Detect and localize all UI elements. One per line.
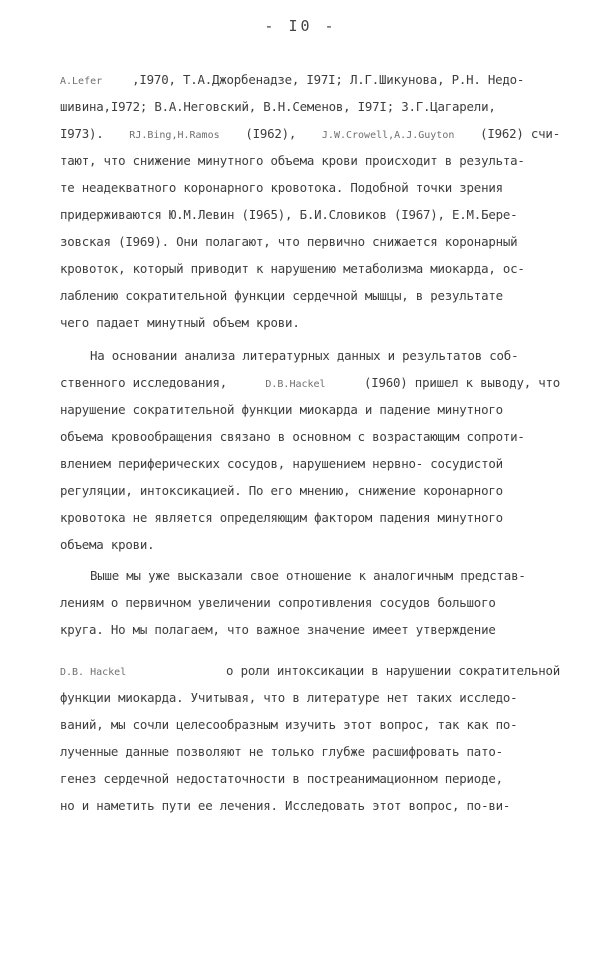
text-line: ственного исследования, D.B.Hackel (I960) пришел к выводу, что <box>60 369 560 396</box>
text-line: зовская (I969). Они полагают, что первично снижается коронарный <box>60 234 518 249</box>
text-line: I973). RJ.Bing,H.Ramos (I962), J.W.Crowell,A.J.Guyton (I962) счи- <box>60 120 560 147</box>
text-line <box>60 66 560 93</box>
text-line: кровотока не является определяющим фактором падения минутного <box>60 510 503 525</box>
text-line: Выше мы уже высказали свое отношение к аналогичным представ- <box>90 568 526 583</box>
text-line: На основании анализа литературных данных и результатов соб- <box>90 348 519 363</box>
latin-author: D.B. Hackel <box>60 667 127 678</box>
text-line: объема крови. <box>60 537 155 552</box>
paragraph-1 <box>60 66 560 336</box>
text-line: лениям о первичном увеличении сопротивления сосудов большого <box>60 595 496 610</box>
text-line: функции миокарда. Учитывая, что в литературе нет таких исследо- <box>60 690 518 705</box>
text-line: лаблению сократительной функции сердечной мышцы, в результате <box>60 288 503 303</box>
text-line: D.B. Hackel о роли интоксикации в нарушении сократительной <box>60 657 560 684</box>
text-run: ,I970, Т.А.Джорбенадзе, I97I; Л.Г.Шикунова, Р.Н. Недо- <box>132 72 525 87</box>
text-line: тают, что снижение минутного объема крови происходит в результа- <box>60 153 525 168</box>
latin-author: RJ.Bing,H.Ramos <box>129 130 220 141</box>
text-line: кровоток, который приводит к нарушению метаболизма миокарда, ос- <box>60 261 525 276</box>
text-line: нарушение сократительной функции миокарда и падение минутного <box>60 402 503 417</box>
text-line: объема кровообращения связано в основном с возрастающим сопроти- <box>60 429 525 444</box>
text-line: регуляции, интоксикацией. По его мнению, снижение коронарного <box>60 483 503 498</box>
text-line: те неадекватного коронарного кровотока. Подобной точки зрения <box>60 180 503 195</box>
text-line: шивина,I972; В.А.Неговский, В.Н.Семенов, I97I; З.Г.Цагарели, <box>60 99 496 114</box>
paragraph-3 <box>60 562 560 819</box>
latin-author: D.B.Hackel <box>265 379 326 390</box>
text-line: ваний, мы сочли целесообразным изучить этот вопрос, так как по- <box>60 717 518 732</box>
page-number: - I0 - <box>264 17 337 35</box>
latin-author: J.W.Crowell,A.J.Guyton <box>321 130 455 141</box>
text-line: но и наметить пути ее лечения. Исследовать этот вопрос, по-ви- <box>60 798 511 813</box>
text-line: придерживаются Ю.М.Левин (I965), Б.И.Словиков (I967), Е.М.Бере- <box>60 207 518 222</box>
paragraph-2 <box>60 342 560 558</box>
text-line: влением периферических сосудов, нарушением нервно- сосудистой <box>60 456 503 471</box>
text-line: генез сердечной недостаточности в постреанимационном периоде, <box>60 771 503 786</box>
text-line: лученные данные позволяют не только глубже расшифровать пато- <box>60 744 503 759</box>
latin-author: A.Lefer <box>60 76 103 87</box>
text-line: чего падает минутный объем крови. <box>60 315 300 330</box>
text-line: круга. Но мы полагаем, что важное значение имеет утверждение <box>60 622 496 637</box>
